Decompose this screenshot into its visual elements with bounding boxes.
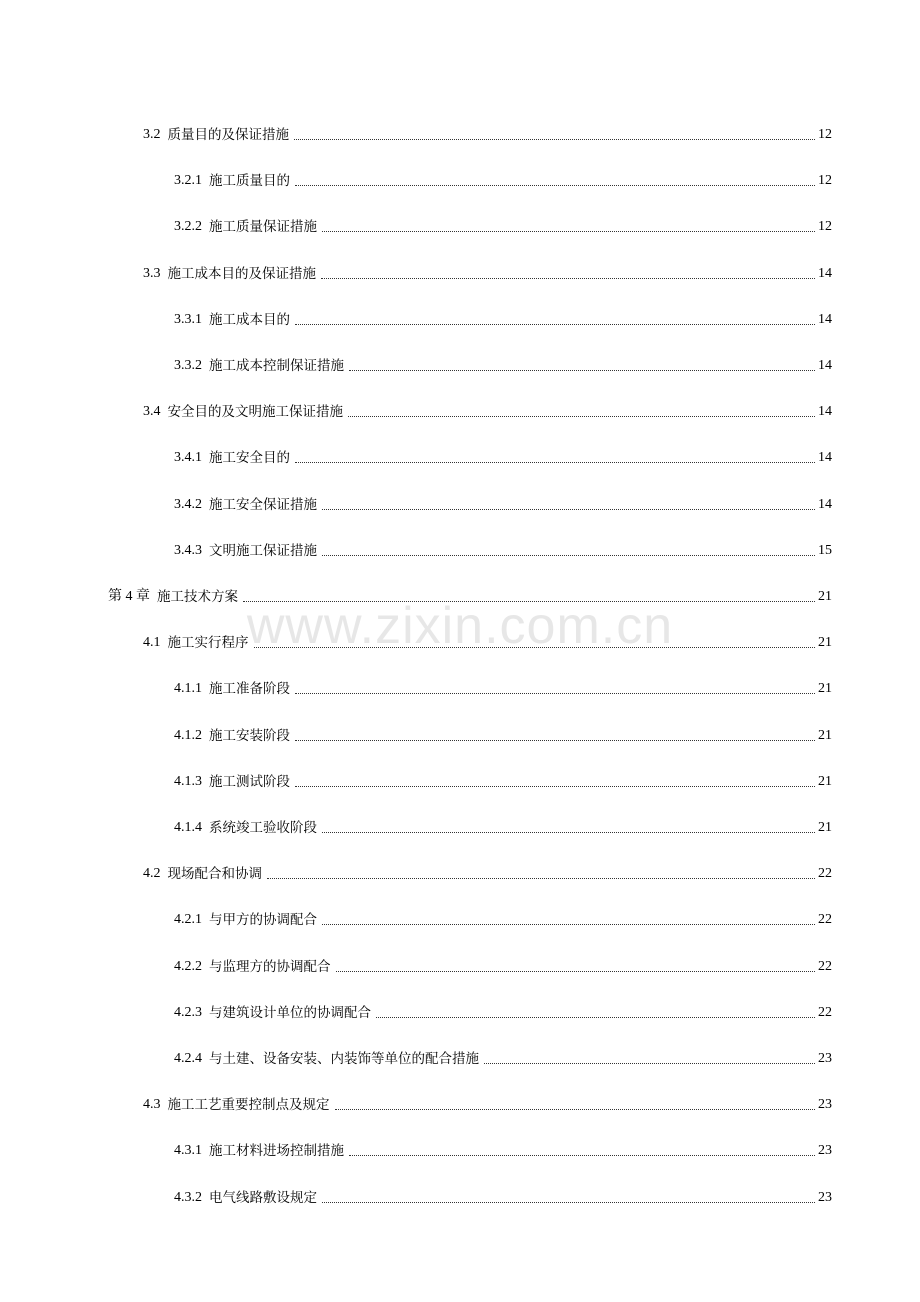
toc-entry-number: 4.1.3 xyxy=(174,773,202,789)
toc-entry[interactable] xyxy=(143,126,832,144)
toc-entry-title: 施工技术方案 xyxy=(157,589,238,605)
toc-dot-leader xyxy=(322,555,815,556)
toc-entry[interactable] xyxy=(174,1142,832,1160)
toc-entry-page: 21 xyxy=(818,589,832,604)
toc-entry-title: 安全目的及文明施工保证措施 xyxy=(167,404,343,421)
toc-entry-title: 现场配合和协调 xyxy=(167,866,262,883)
toc-entry[interactable] xyxy=(174,958,832,976)
toc-dot-leader xyxy=(295,185,815,186)
toc-entry-page: 21 xyxy=(818,635,832,651)
toc-dot-leader xyxy=(295,786,815,787)
toc-entry-page: 22 xyxy=(818,1004,832,1020)
toc-entry[interactable] xyxy=(174,680,832,698)
toc-entry-title: 文明施工保证措施 xyxy=(209,542,317,559)
toc-dot-leader xyxy=(349,370,815,371)
toc-entry-title: 施工成本控制保证措施 xyxy=(209,358,344,374)
toc-entry-number: 第 4 章 xyxy=(108,589,150,604)
toc-entry[interactable] xyxy=(143,1096,832,1114)
toc-entry-page: 23 xyxy=(818,1097,832,1113)
toc-dot-leader xyxy=(254,647,816,648)
toc-entry-title: 施工安全保证措施 xyxy=(209,496,317,513)
toc-entry[interactable] xyxy=(174,1050,832,1068)
toc-dot-leader xyxy=(295,324,815,325)
toc-entry-title: 质量目的及保证措施 xyxy=(167,127,289,143)
toc-dot-leader xyxy=(295,462,815,463)
toc-entry-number: 3.2.2 xyxy=(174,219,202,235)
toc-entry-title: 施工成本目的 xyxy=(209,311,290,328)
toc-dot-leader xyxy=(294,139,815,140)
toc-entry-title: 系统竣工验收阶段 xyxy=(209,820,317,836)
toc-entry-page: 12 xyxy=(818,173,832,189)
toc-entry-number: 4.2.2 xyxy=(174,958,202,974)
toc-entry[interactable] xyxy=(143,403,832,421)
toc-dot-leader xyxy=(336,971,816,972)
toc-dot-leader xyxy=(349,1155,815,1156)
toc-entry[interactable] xyxy=(174,357,832,375)
toc-entry-number: 4.2.3 xyxy=(174,1004,202,1020)
toc-entry-page: 21 xyxy=(818,773,832,789)
toc-entry-title: 施工材料进场控制措施 xyxy=(209,1143,344,1160)
toc-entry-number: 4.2.1 xyxy=(174,912,202,928)
toc-dot-leader xyxy=(322,924,815,925)
toc-entry[interactable] xyxy=(174,311,832,329)
toc-entry[interactable] xyxy=(174,773,832,791)
toc-entry-page: 23 xyxy=(818,1051,832,1066)
toc-entry[interactable] xyxy=(174,727,832,745)
toc-entry[interactable] xyxy=(108,588,832,606)
toc-dot-leader xyxy=(322,1202,815,1203)
toc-entry-title: 施工准备阶段 xyxy=(209,681,290,698)
toc-entry[interactable] xyxy=(143,865,832,883)
toc-entry-number: 4.1.4 xyxy=(174,820,202,835)
toc-entry-page: 12 xyxy=(818,219,832,235)
watermark: www.zixin.com.cn xyxy=(246,597,674,655)
toc-entry-page: 14 xyxy=(818,404,832,420)
toc-entry[interactable] xyxy=(174,172,832,190)
toc-dot-leader xyxy=(322,832,815,833)
toc-entry-page: 23 xyxy=(818,1143,832,1159)
toc-entry-number: 4.3.2 xyxy=(174,1189,202,1205)
toc-entry-title: 施工质量保证措施 xyxy=(209,219,317,236)
toc-entry-title: 与建筑设计单位的协调配合 xyxy=(209,1004,371,1021)
toc-entry-number: 3.4 xyxy=(143,404,161,420)
toc-dot-leader xyxy=(376,1017,815,1018)
toc-dot-leader xyxy=(484,1063,815,1064)
toc-entry-number: 3.2 xyxy=(143,127,161,142)
toc-entry[interactable] xyxy=(143,634,832,652)
toc-entry-page: 14 xyxy=(818,450,832,466)
toc-entry[interactable] xyxy=(174,911,832,929)
toc-entry-number: 4.3 xyxy=(143,1097,161,1113)
toc-entry-number: 3.3.2 xyxy=(174,358,202,373)
toc-entry-title: 施工质量目的 xyxy=(209,173,290,190)
toc-entry[interactable] xyxy=(174,1004,832,1022)
toc-entry[interactable] xyxy=(174,218,832,236)
toc-dot-leader xyxy=(348,416,815,417)
toc-entry[interactable] xyxy=(174,496,832,514)
toc-entry-page: 14 xyxy=(818,496,832,512)
toc-entry-page: 12 xyxy=(818,127,832,142)
toc-entry-number: 4.3.1 xyxy=(174,1143,202,1159)
toc-entry[interactable] xyxy=(174,542,832,560)
toc-entry-page: 14 xyxy=(818,358,832,373)
toc-entry[interactable] xyxy=(174,449,832,467)
toc-entry-title: 与监理方的协调配合 xyxy=(209,958,331,975)
toc-entry-number: 4.1 xyxy=(143,635,161,651)
toc-entry-title: 施工安装阶段 xyxy=(209,727,290,744)
toc-entry-number: 4.1.1 xyxy=(174,681,202,697)
toc-dot-leader xyxy=(295,693,815,694)
toc-dot-leader xyxy=(295,740,815,741)
toc-entry-page: 21 xyxy=(818,820,832,835)
toc-entry-page: 21 xyxy=(818,727,832,743)
toc-entry-number: 4.2 xyxy=(143,866,161,882)
toc-dot-leader xyxy=(321,278,815,279)
toc-entry-title: 与甲方的协调配合 xyxy=(209,912,317,929)
toc-entry[interactable] xyxy=(174,819,832,837)
toc-entry-title: 与土建、设备安装、内装饰等单位的配合措施 xyxy=(209,1051,479,1067)
toc-entry-number: 3.4.3 xyxy=(174,542,202,558)
toc-dot-leader xyxy=(267,878,815,879)
toc-entry-number: 3.4.1 xyxy=(174,450,202,466)
toc-entry-number: 4.2.4 xyxy=(174,1051,202,1066)
toc-entry-title: 施工安全目的 xyxy=(209,450,290,467)
toc-entry-number: 3.2.1 xyxy=(174,173,202,189)
toc-entry-number: 3.4.2 xyxy=(174,496,202,512)
toc-entry-page: 14 xyxy=(818,311,832,327)
toc-entry-page: 22 xyxy=(818,958,832,974)
toc-entry-number: 3.3 xyxy=(143,265,161,281)
toc-dot-leader xyxy=(335,1109,816,1110)
toc-entry-title: 施工成本目的及保证措施 xyxy=(167,265,316,282)
toc-entry-page: 21 xyxy=(818,681,832,697)
toc-dot-leader xyxy=(322,509,815,510)
toc-dot-leader xyxy=(243,601,815,602)
toc-dot-leader xyxy=(322,231,815,232)
toc-entry-page: 14 xyxy=(818,265,832,281)
toc-entry-page: 23 xyxy=(818,1189,832,1205)
toc-entry-page: 22 xyxy=(818,912,832,928)
toc-entry[interactable] xyxy=(174,1189,832,1207)
toc-entry-title: 电气线路敷设规定 xyxy=(209,1189,317,1206)
toc-entry-number: 4.1.2 xyxy=(174,727,202,743)
toc-entry-page: 22 xyxy=(818,866,832,882)
toc-entry-page: 15 xyxy=(818,542,832,558)
toc-entry-title: 施工测试阶段 xyxy=(209,773,290,790)
toc-entry-title: 施工工艺重要控制点及规定 xyxy=(167,1097,330,1114)
toc-entry-title: 施工实行程序 xyxy=(167,635,249,652)
toc-entry-number: 3.3.1 xyxy=(174,311,202,327)
toc-entry[interactable] xyxy=(143,265,832,283)
